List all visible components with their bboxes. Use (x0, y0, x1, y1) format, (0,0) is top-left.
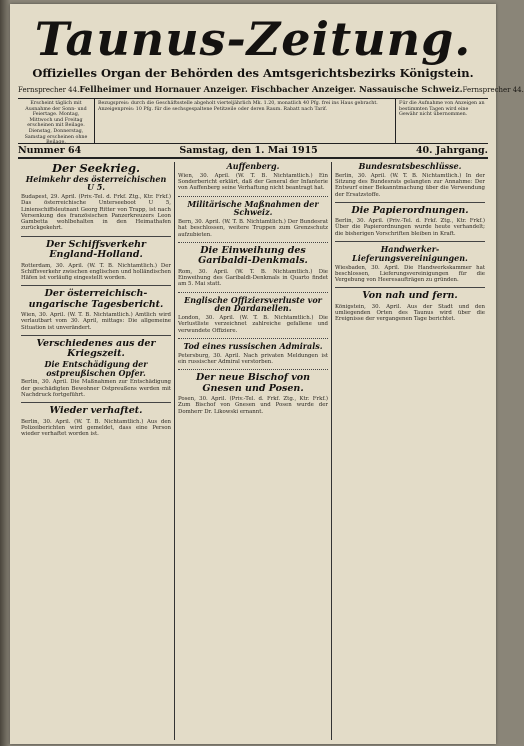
article-heading: Der neue Bischof von Gnesen und Posen. (196, 372, 310, 394)
divider (21, 335, 171, 336)
article-body: Rotterdam, 30. April. (W. T. B. Nichtamtlich.) Der Schiffsverkehr zwischen englischen und holländischen Häfen ist vorläufig eingestellt worden. (21, 262, 171, 282)
article-body: Rom, 30. April. (W. T. B. Nichtamtlich.) Die Einweihung des Garibaldi-Denkmals in Quarto findet am 5. Mai statt. (178, 268, 328, 288)
newspaper-title: Taunus-Zeitung. (34, 12, 472, 66)
article-body: Bern, 30. April. (W. T. B. Nichtamtlich.) Der Bundesrat hat beschlossen, weitere Truppen zum Grenzschutz aufzubieten. (178, 219, 328, 238)
subline-right: Fernsprecher 44. (462, 86, 524, 94)
article-heading: Von nah und fern. (362, 290, 458, 302)
subline (18, 84, 524, 96)
article-heading: Wieder verhaftet. (49, 405, 143, 417)
article-heading: Die Papierordnungen. (351, 204, 469, 216)
subline-middle: Fellheimer und Hornauer Anzeiger. Fischbacher Anzeiger. Nassauische Schweiz. (79, 85, 463, 95)
article-heading: Tod eines russischen Admirals. (183, 340, 323, 351)
issue-number: Nummer 64 (18, 144, 82, 156)
newspaper-subtitle: Offizielles Organ der Behörden des Amtsgerichtsbezirks Königstein. (32, 66, 474, 80)
article-subheading: Die Entschädigung der ostpreußischen Opfer. (44, 358, 148, 378)
article-body: Berlin, 30. April. Die Maßnahmen zur Entschädigung der geschädigten Bewohner Ostpreußens werden mit Nachdruck fortgeführt. (21, 379, 171, 398)
divider (335, 241, 485, 242)
column-middle (174, 162, 331, 740)
subline-left: Fernsprecher 44. (18, 86, 80, 94)
article-heading: Bundesratsbeschlüsse. (358, 161, 462, 171)
article-heading: Der österreichisch-ungarische Tagesbericht. (28, 288, 164, 310)
article-heading: Englische Offiziersverluste vor den Dardanellen. (184, 294, 322, 314)
article-body: Petersburg, 30. April. Nach privaten Meldungen ist ein russischer Admiral verstorben. (178, 352, 328, 365)
newspaper-page (10, 4, 524, 744)
info-prices: Bezugspreis: durch die Geschäftsstelle abgeholt vierteljährlich Mk. 1.20, monatlich 40 Pfg. frei ins Haus gebracht. Anzeigenpreis: 10 Pfg. für die sechsgespaltene Petitzeile oder deren Raum. Rabatt nach Tarif. (95, 99, 396, 143)
info-bar (18, 98, 488, 144)
divider (335, 202, 485, 203)
article-heading: Militärische Maßnahmen der Schweiz. (187, 198, 319, 218)
article-body: Posen, 30. April. (Priv.-Tel. d. Frkf. Ztg., Ktr. Frkf.) Zum Bischof von Gnesen und Posen wurde der Domherr Dr. Likowski ernannt. (178, 396, 328, 415)
column-right (331, 162, 488, 740)
article-body: Königstein, 30. April. Aus der Stadt und den umliegenden Orten des Taunus wird über die Ereignisse der vergangenen Tage berichtet. (335, 303, 485, 323)
divider (178, 196, 328, 197)
article-body: Wien, 30. April. (W. T. B. Nichtamtlich.) Amtlich wird verlautbart vom 30. April, mittags: Die allgemeine Situation ist unverändert. (21, 312, 171, 331)
divider (21, 285, 171, 286)
divider (178, 369, 328, 370)
divider (335, 287, 485, 288)
article-heading: Handwerker-Lieferungsvereinigungen. (352, 243, 468, 263)
divider (178, 242, 328, 243)
article-body: Berlin, 30. April. (Priv.-Tel. d. Frkf. Ztg., Ktr. Frkf.) Über die Papierordnungen wurde heute verhandelt; die bisherigen Vorschriften bleiben in Kraft. (335, 218, 485, 237)
column-left (18, 162, 174, 740)
article-body: Wiesbaden, 30. April. Die Handwerkskammer hat beschlossen, Lieferungsvereinigungen für die Vergebung von Heeresaufträgen zu gründen. (335, 264, 485, 284)
issue-date: Samstag, den 1. Mai 1915 (179, 144, 318, 156)
article-heading: Die Einweihung des Garibaldi-Denkmals. (198, 244, 308, 267)
article-heading: Der Schiffsverkehr England-Holland. (45, 238, 147, 261)
info-notice: Für die Aufnahme von Anzeigen an bestimmten Tagen wird eine Gewähr nicht übernommen. (399, 101, 485, 118)
article-columns (18, 162, 488, 740)
article-heading: Verschiedenes aus der Kriegszeit. (36, 337, 156, 360)
divider (178, 292, 328, 293)
article-subheading: Heimkehr des österreichischen U 5. (25, 173, 167, 193)
masthead (18, 12, 488, 82)
article-body: Budapest, 29. April. (Priv.-Tel. d. Frkf. Ztg., Ktr. Frkf.) Das österreichische Unterseeboot U 5, Linienschiffsleutnant Georg Ritter von Trapp, ist nach Versenkung des französischen Panzerkreuzers Leon Gambetta wohlbehalten in den Heimathafen zurückgekehrt. (21, 194, 171, 232)
article-body: Berlin, 30. April. (W. T. B. Nichtamtlich.) Aus den Polizeiberichten wird gemeldet, dass eine Person wieder verhaftet worden ist. (21, 418, 171, 438)
article-heading: Der Seekrieg. (51, 161, 141, 175)
volume-number: 40. Jahrgang. (415, 144, 488, 156)
article-body: Berlin, 30. April. (W. T. B. Nichtamtlich.) In der Sitzung des Bundesrats gelangten zur Annahme: Der Entwurf einer Bekanntmachung über die Verwendung der Ersatzstoffe. (335, 172, 485, 198)
article-heading: Auffenberg. (226, 161, 280, 171)
divider (21, 236, 171, 237)
divider (21, 402, 171, 403)
info-publication: Erscheint täglich mit Ausnahme der Sonn- und Feiertage. Montag, Mittwoch und Freitag erscheinen mit Beilage. Dienstag, Donnerstag, Samstag erscheinen ohne Beilage. (18, 99, 95, 143)
article-body: London, 30. April. (W. T. B. Nichtamtlich.) Die Verlustliste verzeichnet zahlreiche gefallene und verwundete Offiziere. (178, 315, 328, 334)
dateline (18, 143, 488, 159)
book-binding (0, 0, 10, 746)
divider (178, 338, 328, 339)
article-body: Wien, 30. April. (W. T. B. Nichtamtlich.) Ein Sonderbericht erklärt, daß der General der Infanterie von Auffenberg seine Verhaftung nicht beantragt hat. (178, 172, 328, 192)
